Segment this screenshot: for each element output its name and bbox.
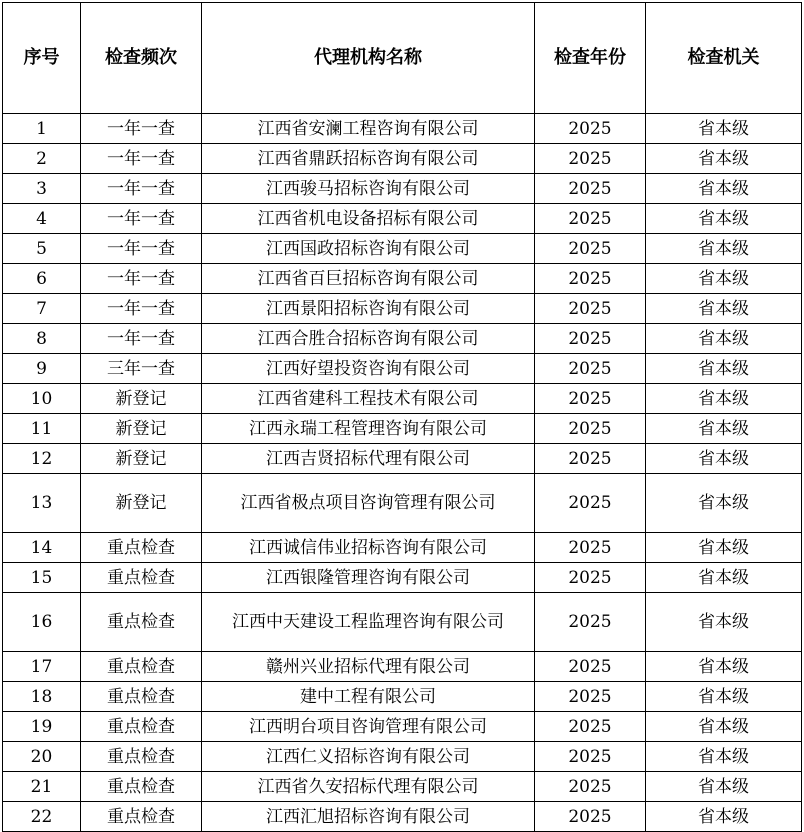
row-agency-name-cell: 江西好望投资咨询有限公司 — [202, 354, 535, 384]
header-inspection-frequency: 检查频次 — [81, 3, 202, 114]
row-authority-cell: 省本级 — [646, 652, 802, 682]
row-year-cell: 2025 — [535, 174, 646, 204]
table-row — [3, 682, 802, 712]
row-serial-number-cell: 1 — [3, 114, 81, 144]
row-authority-cell: 省本级 — [646, 264, 802, 294]
row-frequency-cell: 一年一查 — [81, 204, 202, 234]
row-frequency-cell: 重点检查 — [81, 533, 202, 563]
table-row — [3, 114, 802, 144]
row-agency-name-cell: 江西省百巨招标咨询有限公司 — [202, 264, 535, 294]
row-serial-number-cell: 8 — [3, 324, 81, 354]
table-row — [3, 533, 802, 563]
row-year-cell: 2025 — [535, 294, 646, 324]
row-year-cell: 2025 — [535, 414, 646, 444]
table-row — [3, 264, 802, 294]
table-body — [3, 114, 802, 832]
row-serial-number-cell: 9 — [3, 354, 81, 384]
row-authority-cell: 省本级 — [646, 474, 802, 533]
row-authority-cell: 省本级 — [646, 742, 802, 772]
row-serial-number-cell: 15 — [3, 563, 81, 593]
row-frequency-cell: 三年一查 — [81, 354, 202, 384]
table-row — [3, 384, 802, 414]
row-serial-number-cell: 2 — [3, 144, 81, 174]
header-inspection-authority: 检查机关 — [646, 3, 802, 114]
table-row — [3, 712, 802, 742]
row-frequency-cell: 重点检查 — [81, 742, 202, 772]
table-row — [3, 444, 802, 474]
row-year-cell: 2025 — [535, 204, 646, 234]
row-serial-number-cell: 5 — [3, 234, 81, 264]
row-frequency-cell: 重点检查 — [81, 563, 202, 593]
row-frequency-cell: 一年一查 — [81, 294, 202, 324]
row-agency-name-cell: 江西省极点项目咨询管理有限公司 — [202, 474, 535, 533]
row-year-cell: 2025 — [535, 802, 646, 832]
row-year-cell: 2025 — [535, 593, 646, 652]
row-agency-name-cell: 江西汇旭招标咨询有限公司 — [202, 802, 535, 832]
row-frequency-cell: 一年一查 — [81, 174, 202, 204]
row-authority-cell: 省本级 — [646, 174, 802, 204]
row-authority-cell: 省本级 — [646, 563, 802, 593]
agency-inspection-table — [2, 2, 802, 832]
table-row — [3, 174, 802, 204]
row-agency-name-cell: 江西省机电设备招标有限公司 — [202, 204, 535, 234]
row-agency-name-cell: 江西中天建设工程监理咨询有限公司 — [202, 593, 535, 652]
row-serial-number-cell: 16 — [3, 593, 81, 652]
row-frequency-cell: 新登记 — [81, 384, 202, 414]
row-serial-number-cell: 4 — [3, 204, 81, 234]
row-authority-cell: 省本级 — [646, 712, 802, 742]
row-agency-name-cell: 江西吉贤招标代理有限公司 — [202, 444, 535, 474]
table-row — [3, 354, 802, 384]
table-row — [3, 742, 802, 772]
row-serial-number-cell: 11 — [3, 414, 81, 444]
row-agency-name-cell: 江西永瑞工程管理咨询有限公司 — [202, 414, 535, 444]
row-authority-cell: 省本级 — [646, 114, 802, 144]
row-agency-name-cell: 江西国政招标咨询有限公司 — [202, 234, 535, 264]
table-row — [3, 563, 802, 593]
row-frequency-cell: 重点检查 — [81, 712, 202, 742]
row-serial-number-cell: 18 — [3, 682, 81, 712]
row-year-cell: 2025 — [535, 114, 646, 144]
row-year-cell: 2025 — [535, 742, 646, 772]
row-frequency-cell: 一年一查 — [81, 324, 202, 354]
row-frequency-cell: 重点检查 — [81, 652, 202, 682]
row-authority-cell: 省本级 — [646, 533, 802, 563]
row-year-cell: 2025 — [535, 563, 646, 593]
row-year-cell: 2025 — [535, 324, 646, 354]
row-authority-cell: 省本级 — [646, 593, 802, 652]
row-serial-number-cell: 17 — [3, 652, 81, 682]
table-row — [3, 414, 802, 444]
table-row — [3, 144, 802, 174]
row-agency-name-cell: 江西省久安招标代理有限公司 — [202, 772, 535, 802]
row-agency-name-cell: 江西诚信伟业招标咨询有限公司 — [202, 533, 535, 563]
row-authority-cell: 省本级 — [646, 682, 802, 712]
row-agency-name-cell: 江西省安澜工程咨询有限公司 — [202, 114, 535, 144]
row-agency-name-cell: 江西仁义招标咨询有限公司 — [202, 742, 535, 772]
row-serial-number-cell: 22 — [3, 802, 81, 832]
row-authority-cell: 省本级 — [646, 354, 802, 384]
row-serial-number-cell: 19 — [3, 712, 81, 742]
row-year-cell: 2025 — [535, 652, 646, 682]
row-agency-name-cell: 江西省鼎跃招标咨询有限公司 — [202, 144, 535, 174]
row-year-cell: 2025 — [535, 234, 646, 264]
row-agency-name-cell: 江西省建科工程技术有限公司 — [202, 384, 535, 414]
row-frequency-cell: 重点检查 — [81, 802, 202, 832]
row-year-cell: 2025 — [535, 264, 646, 294]
row-authority-cell: 省本级 — [646, 802, 802, 832]
row-serial-number-cell: 3 — [3, 174, 81, 204]
row-year-cell: 2025 — [535, 444, 646, 474]
row-agency-name-cell: 江西明台项目咨询管理有限公司 — [202, 712, 535, 742]
row-serial-number-cell: 20 — [3, 742, 81, 772]
table-row — [3, 652, 802, 682]
row-frequency-cell: 重点检查 — [81, 682, 202, 712]
table-header-row — [3, 3, 802, 114]
row-authority-cell: 省本级 — [646, 204, 802, 234]
header-agency-name: 代理机构名称 — [202, 3, 535, 114]
row-serial-number-cell: 6 — [3, 264, 81, 294]
row-serial-number-cell: 13 — [3, 474, 81, 533]
row-agency-name-cell: 江西景阳招标咨询有限公司 — [202, 294, 535, 324]
row-authority-cell: 省本级 — [646, 324, 802, 354]
row-frequency-cell: 重点检查 — [81, 593, 202, 652]
row-serial-number-cell: 10 — [3, 384, 81, 414]
row-year-cell: 2025 — [535, 533, 646, 563]
row-frequency-cell: 新登记 — [81, 474, 202, 533]
table-row — [3, 802, 802, 832]
row-authority-cell: 省本级 — [646, 234, 802, 264]
row-year-cell: 2025 — [535, 384, 646, 414]
table-row — [3, 772, 802, 802]
header-serial-number: 序号 — [3, 3, 81, 114]
row-frequency-cell: 一年一查 — [81, 234, 202, 264]
row-serial-number-cell: 12 — [3, 444, 81, 474]
row-serial-number-cell: 7 — [3, 294, 81, 324]
row-frequency-cell: 一年一查 — [81, 144, 202, 174]
row-serial-number-cell: 14 — [3, 533, 81, 563]
table-row — [3, 324, 802, 354]
header-inspection-year: 检查年份 — [535, 3, 646, 114]
row-year-cell: 2025 — [535, 682, 646, 712]
row-frequency-cell: 一年一查 — [81, 114, 202, 144]
row-agency-name-cell: 江西骏马招标咨询有限公司 — [202, 174, 535, 204]
row-serial-number-cell: 21 — [3, 772, 81, 802]
row-authority-cell: 省本级 — [646, 294, 802, 324]
row-authority-cell: 省本级 — [646, 772, 802, 802]
table-row — [3, 593, 802, 652]
row-agency-name-cell: 赣州兴业招标代理有限公司 — [202, 652, 535, 682]
table-row — [3, 294, 802, 324]
row-agency-name-cell: 江西合胜合招标咨询有限公司 — [202, 324, 535, 354]
row-year-cell: 2025 — [535, 474, 646, 533]
row-frequency-cell: 一年一查 — [81, 264, 202, 294]
row-authority-cell: 省本级 — [646, 444, 802, 474]
row-agency-name-cell: 江西银隆管理咨询有限公司 — [202, 563, 535, 593]
table-row — [3, 234, 802, 264]
table-row — [3, 474, 802, 533]
row-authority-cell: 省本级 — [646, 414, 802, 444]
row-frequency-cell: 新登记 — [81, 414, 202, 444]
row-year-cell: 2025 — [535, 354, 646, 384]
row-frequency-cell: 重点检查 — [81, 772, 202, 802]
row-authority-cell: 省本级 — [646, 384, 802, 414]
table-row — [3, 204, 802, 234]
row-year-cell: 2025 — [535, 144, 646, 174]
row-year-cell: 2025 — [535, 712, 646, 742]
row-authority-cell: 省本级 — [646, 144, 802, 174]
row-agency-name-cell: 建中工程有限公司 — [202, 682, 535, 712]
row-year-cell: 2025 — [535, 772, 646, 802]
row-frequency-cell: 新登记 — [81, 444, 202, 474]
